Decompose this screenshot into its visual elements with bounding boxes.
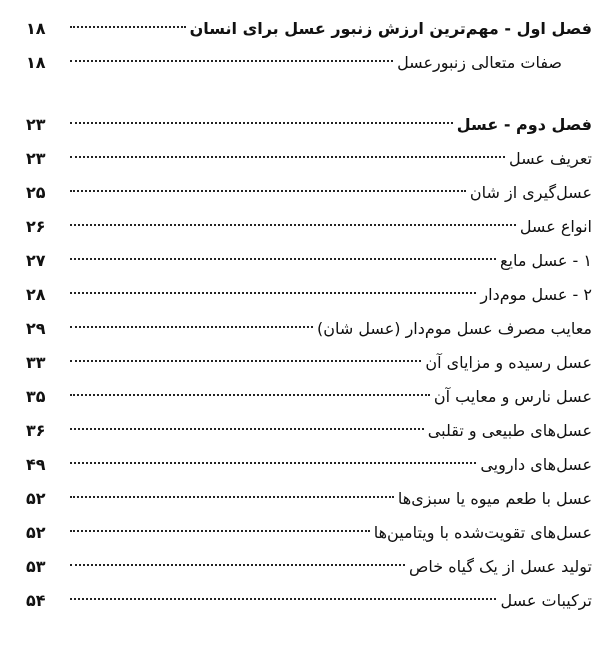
toc-entry-title: عسل‌های تقویت‌شده با ویتامین‌ها: [373, 523, 592, 542]
dot-leader: [70, 564, 405, 566]
toc-entry[interactable]: [26, 550, 592, 584]
toc-entry-title: صفات متعالی زنبورعسل: [397, 53, 562, 72]
toc-entry-title: فصل اول - مهم‌ترین ارزش زنبور عسل برای انسان: [189, 19, 592, 38]
toc-entry[interactable]: [26, 244, 592, 278]
dot-leader: [70, 224, 516, 226]
toc-entry-title: عسل‌های طبیعی و تقلبی: [427, 421, 592, 440]
toc-entry-title: ترکیبات عسل: [500, 591, 592, 610]
toc-entry[interactable]: [26, 448, 592, 482]
toc-entry-page: ۳۳: [26, 353, 46, 372]
toc-entry-page: ۴۹: [26, 455, 46, 474]
toc-entry-title: فصل دوم - عسل: [456, 115, 592, 134]
toc-entry-page: ۵۲: [26, 489, 46, 508]
toc-entry[interactable]: [26, 312, 592, 346]
toc-entry[interactable]: [26, 176, 592, 210]
toc-entry-title: ۱ - عسل مایع: [500, 251, 592, 270]
toc-entry-page: ۵۴: [26, 591, 46, 610]
toc-entry-page: ۲۳: [26, 115, 46, 134]
toc-entry-title: انواع عسل: [519, 217, 592, 236]
toc-entry-title: معایب مصرف عسل موم‌دار (عسل شان): [316, 319, 592, 338]
dot-leader: [70, 122, 453, 124]
dot-leader: [70, 496, 394, 498]
toc-entry-page: ۲۹: [26, 319, 46, 338]
toc-entry-page: ۲۳: [26, 149, 46, 168]
toc-entry-title: ۲ - عسل موم‌دار: [480, 285, 592, 304]
toc-entry-title: عسل‌های دارویی: [480, 455, 592, 474]
dot-leader: [70, 462, 476, 464]
toc-entry-title: تولید عسل از یک گیاه خاص: [409, 557, 592, 576]
dot-leader: [70, 292, 476, 294]
dot-leader: [70, 156, 505, 158]
dot-leader: [70, 60, 393, 62]
dot-leader: [70, 258, 496, 260]
toc-entry-title: عسل با طعم میوه یا سبزی‌ها: [397, 489, 592, 508]
toc-entry-page: ۲۸: [26, 285, 46, 304]
toc-entry[interactable]: [26, 142, 592, 176]
toc-entry[interactable]: [26, 516, 592, 550]
toc-entry[interactable]: [26, 278, 592, 312]
toc-entry[interactable]: [26, 584, 592, 618]
toc-entry-page: ۱۸: [26, 19, 46, 38]
toc-entry-page: ۲۷: [26, 251, 46, 270]
dot-leader: [70, 26, 186, 28]
toc-entry-chapter-2[interactable]: [26, 108, 592, 142]
table-of-contents: [26, 12, 592, 618]
toc-entry-title: تعریف عسل: [508, 149, 592, 168]
toc-entry-chapter-1[interactable]: [26, 12, 592, 46]
dot-leader: [70, 428, 424, 430]
toc-entry[interactable]: [26, 482, 592, 516]
toc-entry[interactable]: [26, 414, 592, 448]
toc-entry-title: عسل رسیده و مزایای آن: [425, 353, 592, 372]
toc-entry[interactable]: [26, 380, 592, 414]
dot-leader: [70, 360, 421, 362]
toc-entry-page: ۳۵: [26, 387, 46, 406]
toc-entry-page: ۲۶: [26, 217, 46, 236]
toc-entry-page: ۳۶: [26, 421, 46, 440]
toc-entry-page: ۵۲: [26, 523, 46, 542]
toc-entry-page: ۱۸: [26, 53, 46, 72]
toc-entry-title: عسل‌گیری از شان: [469, 183, 592, 202]
toc-entry[interactable]: [26, 210, 592, 244]
toc-entry-page: ۵۳: [26, 557, 46, 576]
dot-leader: [70, 326, 313, 328]
dot-leader: [70, 530, 370, 532]
toc-entry[interactable]: [26, 346, 592, 380]
dot-leader: [70, 394, 430, 396]
toc-entry[interactable]: [26, 46, 592, 80]
toc-entry-page: ۲۵: [26, 183, 46, 202]
dot-leader: [70, 190, 466, 192]
toc-entry-title: عسل نارس و معایب آن: [433, 387, 592, 406]
dot-leader: [70, 598, 496, 600]
